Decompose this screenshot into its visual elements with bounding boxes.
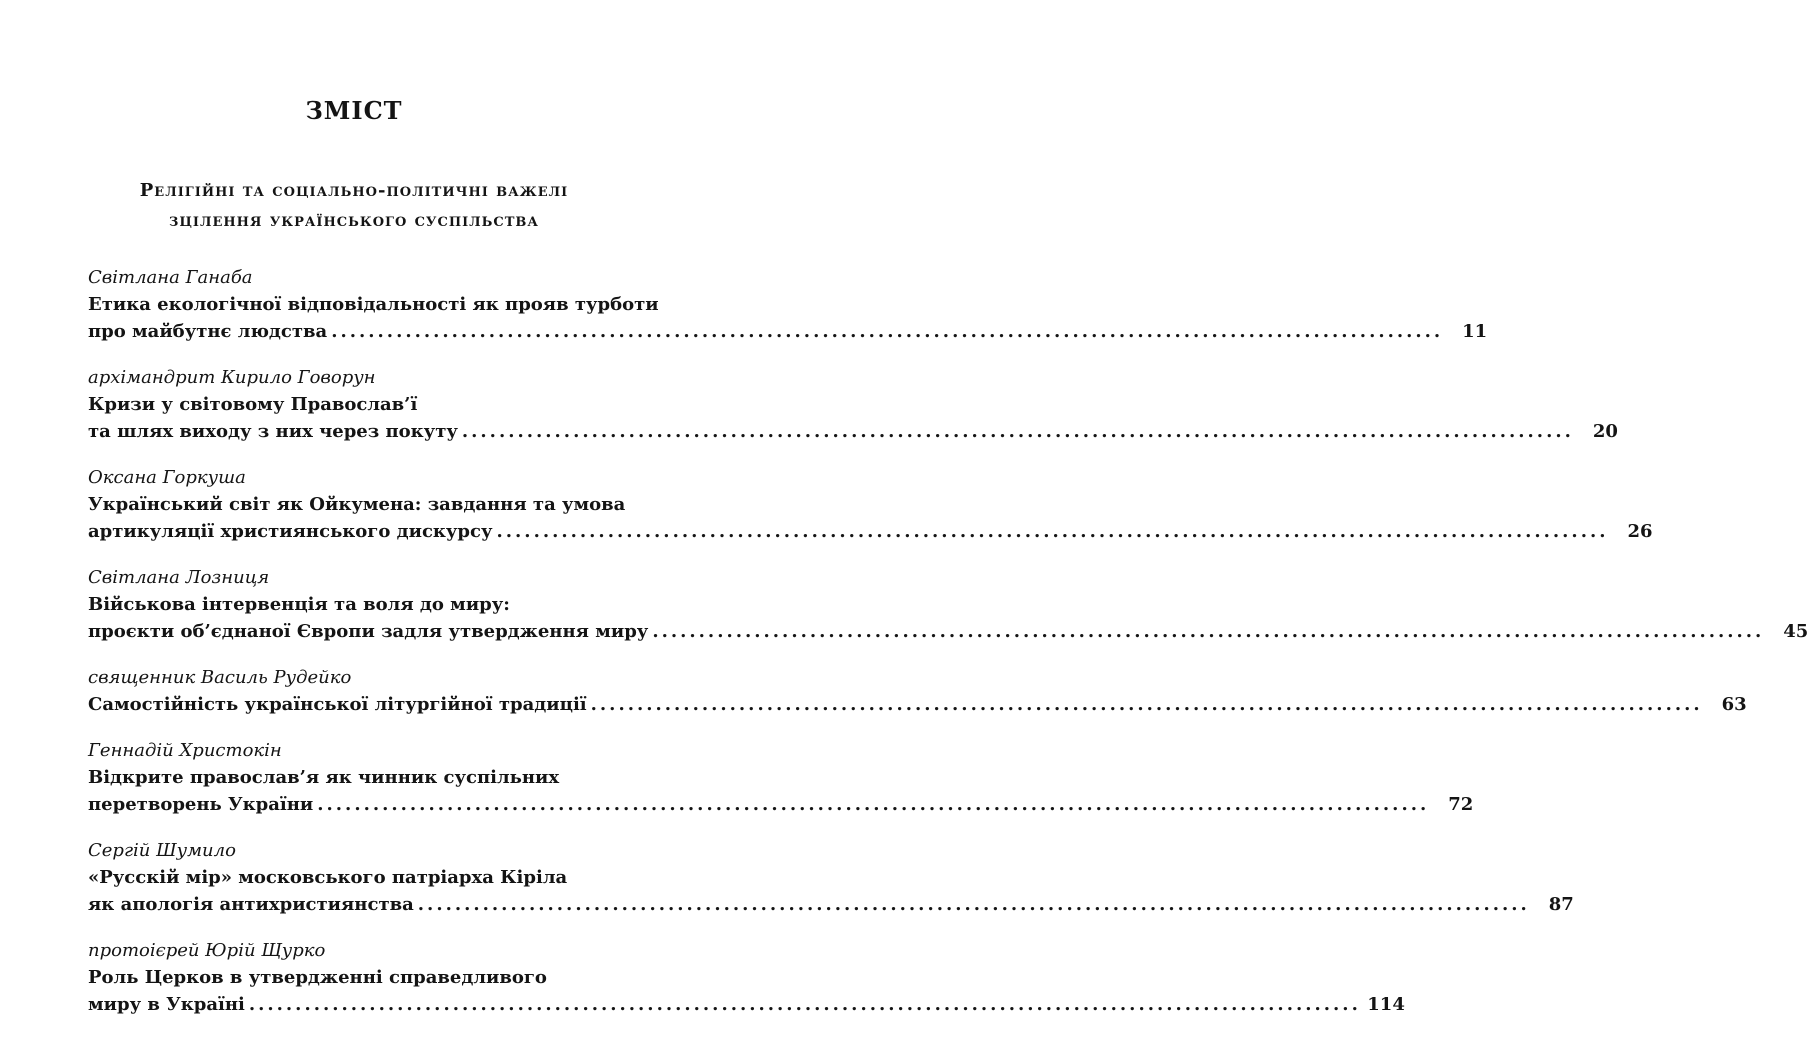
entry-title-last-line bbox=[88, 518, 1653, 545]
entry-title-text: миру в Україні bbox=[88, 994, 245, 1015]
toc-entry[interactable] bbox=[88, 364, 1618, 445]
entry-title-last-line bbox=[88, 318, 1488, 345]
section-heading bbox=[88, 176, 620, 236]
entry-author: Світлана Ганаба bbox=[88, 267, 253, 288]
entry-title-line: Український світ як Ойкумена: завдання та умова bbox=[88, 494, 626, 515]
entry-title-text: проєкти об’єднаної Європи задля утвердження миру bbox=[88, 621, 649, 642]
toc-entry[interactable] bbox=[88, 664, 1747, 718]
entry-title-last-line bbox=[88, 418, 1618, 445]
entry-title-text: артикуляції християнського дискурсу bbox=[88, 521, 493, 542]
entry-title-last-line bbox=[88, 991, 1405, 1018]
dot-leader: ........................................................................................................................ bbox=[248, 994, 1361, 1015]
entry-page-number: 11 bbox=[1462, 321, 1488, 342]
entry-author: священник Василь Рудейко bbox=[88, 667, 352, 688]
page-title: ЗМІСТ bbox=[305, 96, 403, 125]
toc-entry[interactable] bbox=[88, 264, 1488, 345]
entry-page-number: 45 bbox=[1783, 621, 1808, 642]
entry-title-text: як апологія антихристиянства bbox=[88, 894, 414, 915]
dot-leader: ........................................................................................................................ bbox=[652, 621, 1765, 642]
toc-page bbox=[88, 0, 1808, 1024]
entry-page-number: 114 bbox=[1367, 994, 1405, 1015]
entry-title-line: Відкрите православ’я як чинник суспільних bbox=[88, 767, 560, 788]
dot-leader: ........................................................................................................................ bbox=[461, 421, 1574, 442]
dot-leader: ........................................................................................................................ bbox=[496, 521, 1609, 542]
entry-title-line: Кризи у світовому Православ’ї bbox=[88, 394, 418, 415]
entry-title-line: Військова інтервенція та воля до миру: bbox=[88, 594, 510, 615]
toc-entry[interactable] bbox=[88, 937, 1405, 1018]
dot-leader: ........................................................................................................................ bbox=[417, 894, 1530, 915]
entry-author: Світлана Лозниця bbox=[88, 567, 270, 588]
entry-title-last-line bbox=[88, 891, 1574, 918]
dot-leader: ........................................................................................................................ bbox=[331, 321, 1444, 342]
entry-author: Геннадій Христокін bbox=[88, 740, 282, 761]
toc-entry[interactable] bbox=[88, 464, 1653, 545]
entry-page-number: 63 bbox=[1721, 694, 1747, 715]
entry-title-last-line bbox=[88, 691, 1747, 718]
entry-page-number: 72 bbox=[1448, 794, 1474, 815]
entry-author: Сергій Шумило bbox=[88, 840, 236, 861]
entry-author: протоієрей Юрій Щурко bbox=[88, 940, 326, 961]
entry-title-text: Самостійність української літургійної традиції bbox=[88, 694, 587, 715]
toc-entry[interactable] bbox=[88, 837, 1574, 918]
entry-title-line: Етика екологічної відповідальності як прояв турботи bbox=[88, 294, 659, 315]
entry-page-number: 20 bbox=[1592, 421, 1618, 442]
toc-list bbox=[88, 264, 1808, 1037]
entry-title-line: Роль Церков в утвердженні справедливого bbox=[88, 967, 547, 988]
toc-entry[interactable] bbox=[88, 564, 1808, 645]
dot-leader: ........................................................................................................................ bbox=[317, 794, 1430, 815]
entry-author: архімандрит Кирило Говорун bbox=[88, 367, 376, 388]
entry-title-text: та шлях виходу з них через покуту bbox=[88, 421, 458, 442]
entry-title-text: перетворень України bbox=[88, 794, 314, 815]
entry-title-last-line bbox=[88, 618, 1808, 645]
section-heading-line-1: Релігійні та соціально-політичні важелі bbox=[139, 180, 569, 201]
entry-title-line: «Русскій мір» московського патріарха Кіріла bbox=[88, 867, 568, 888]
section-heading-line-2: зцілення українського суспільства bbox=[168, 210, 540, 231]
entry-title-last-line bbox=[88, 791, 1474, 818]
dot-leader: ........................................................................................................................ bbox=[590, 694, 1703, 715]
toc-entry[interactable] bbox=[88, 737, 1474, 818]
entry-page-number: 87 bbox=[1548, 894, 1574, 915]
entry-title-text: про майбутнє людства bbox=[88, 321, 328, 342]
entry-page-number: 26 bbox=[1627, 521, 1653, 542]
entry-author: Оксана Горкуша bbox=[88, 467, 246, 488]
